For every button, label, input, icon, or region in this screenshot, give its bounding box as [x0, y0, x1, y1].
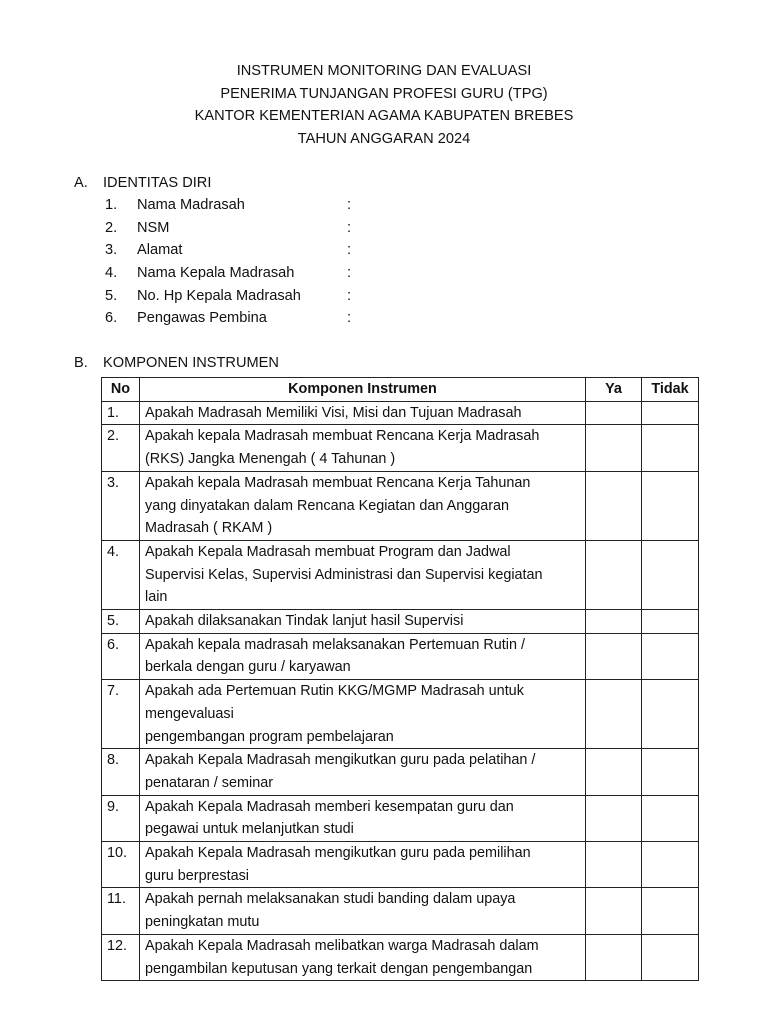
row-number: 6. — [102, 633, 140, 679]
table-row — [102, 749, 699, 795]
row-komponen: Apakah Kepala Madrasah memberi kesempatan guru dan pegawai untuk melanjutkan studi — [140, 795, 586, 841]
ya-cell[interactable] — [586, 680, 642, 749]
identity-colon: : — [347, 197, 352, 213]
header-ya: Ya — [586, 378, 642, 402]
tidak-cell[interactable] — [642, 540, 699, 609]
table-row — [102, 540, 699, 609]
identity-colon: : — [347, 242, 352, 259]
row-komponen: Apakah dilaksanakan Tindak lanjut hasil Supervisi — [140, 610, 586, 634]
identity-number: 2. — [105, 219, 118, 236]
row-number: 7. — [102, 680, 140, 749]
tidak-cell[interactable] — [642, 401, 699, 425]
tidak-cell[interactable] — [642, 888, 699, 934]
row-number: 12. — [102, 934, 140, 980]
identity-label: Pengawas Pembina — [137, 310, 267, 327]
identity-number: 4. — [105, 265, 118, 282]
table-row — [102, 633, 699, 679]
table-row — [102, 471, 699, 540]
identity-label: No. Hp Kepala Madrasah — [137, 287, 301, 304]
section-b-title: KOMPONEN INSTRUMEN — [103, 355, 279, 371]
table-row — [102, 888, 699, 934]
instrument-table — [101, 377, 699, 981]
row-number: 9. — [102, 795, 140, 841]
title-line-2: PENERIMA TUNJANGAN PROFESI GURU (TPG) — [220, 85, 548, 102]
title-line-3: KANTOR KEMENTERIAN AGAMA KABUPATEN BREBES — [194, 108, 574, 125]
row-komponen: Apakah kepala madrasah melaksanakan Pertemuan Rutin / berkala dengan guru / karyawan — [140, 633, 586, 679]
tidak-cell[interactable] — [642, 842, 699, 888]
tidak-cell[interactable] — [642, 934, 699, 980]
row-number: 4. — [102, 540, 140, 609]
ya-cell[interactable] — [586, 888, 642, 934]
table-row — [102, 680, 699, 749]
identity-label: NSM — [137, 219, 170, 236]
row-komponen: Apakah Kepala Madrasah mengikutkan guru pada pelatihan / penataran / seminar — [140, 749, 586, 795]
row-number: 5. — [102, 610, 140, 634]
header-no: No — [102, 378, 140, 402]
identity-number: 5. — [105, 287, 118, 304]
section-a-letter: A. — [74, 175, 88, 191]
section-a-heading — [74, 172, 211, 194]
tidak-cell[interactable] — [642, 633, 699, 679]
ya-cell[interactable] — [586, 633, 642, 679]
row-komponen: Apakah kepala Madrasah membuat Rencana Kerja Tahunan yang dinyatakan dalam Rencana Kegiatan dan Anggaran Madrasah ( RKAM ) — [140, 471, 586, 540]
row-komponen: Apakah Madrasah Memiliki Visi, Misi dan Tujuan Madrasah — [140, 401, 586, 425]
ya-cell[interactable] — [586, 934, 642, 980]
identity-label: Nama Kepala Madrasah — [137, 265, 295, 282]
row-number: 2. — [102, 425, 140, 471]
ya-cell[interactable] — [586, 610, 642, 634]
ya-cell[interactable] — [586, 425, 642, 471]
ya-cell[interactable] — [586, 795, 642, 841]
tidak-cell[interactable] — [642, 749, 699, 795]
row-number: 1. — [102, 401, 140, 425]
identity-colon: : — [347, 219, 352, 236]
tidak-cell[interactable] — [642, 471, 699, 540]
row-number: 3. — [102, 471, 140, 540]
ya-cell[interactable] — [586, 401, 642, 425]
table-row — [102, 795, 699, 841]
identity-number: 1. — [105, 197, 118, 213]
identity-label: Nama Madrasah — [137, 197, 245, 213]
header-tidak: Tidak — [642, 378, 699, 402]
table-header-row — [102, 378, 699, 402]
ya-cell[interactable] — [586, 540, 642, 609]
ya-cell[interactable] — [586, 749, 642, 795]
title-line-1: INSTRUMEN MONITORING DAN EVALUASI — [236, 63, 532, 79]
table-row — [102, 401, 699, 425]
row-komponen: Apakah Kepala Madrasah membuat Program dan Jadwal Supervisi Kelas, Supervisi Administrasi dan Supervisi kegiatan lain — [140, 540, 586, 609]
identity-number: 6. — [105, 310, 118, 327]
ya-cell[interactable] — [586, 471, 642, 540]
identity-label: Alamat — [137, 242, 183, 259]
row-komponen: Apakah Kepala Madrasah melibatkan warga Madrasah dalam pengambilan keputusan yang terkait dengan pengembangan — [140, 934, 586, 980]
identity-colon: : — [347, 265, 352, 282]
title-line-4: TAHUN ANGGARAN 2024 — [297, 130, 471, 147]
tidak-cell[interactable] — [642, 795, 699, 841]
header-komponen: Komponen Instrumen — [140, 378, 586, 402]
document-title — [0, 60, 768, 150]
tidak-cell[interactable] — [642, 680, 699, 749]
tidak-cell[interactable] — [642, 610, 699, 634]
identity-number: 3. — [105, 242, 118, 259]
row-number: 10. — [102, 842, 140, 888]
table-row — [102, 610, 699, 634]
row-komponen: Apakah pernah melaksanakan studi banding dalam upaya peningkatan mutu — [140, 888, 586, 934]
section-b-heading — [74, 352, 279, 374]
tidak-cell[interactable] — [642, 425, 699, 471]
table-row — [102, 425, 699, 471]
section-a-title: IDENTITAS DIRI — [103, 175, 212, 191]
row-number: 8. — [102, 749, 140, 795]
row-komponen: Apakah kepala Madrasah membuat Rencana Kerja Madrasah (RKS) Jangka Menengah ( 4 Tahunan ) — [140, 425, 586, 471]
table-row — [102, 842, 699, 888]
row-komponen: Apakah Kepala Madrasah mengikutkan guru pada pemilihan guru berprestasi — [140, 842, 586, 888]
table-row — [102, 934, 699, 980]
ya-cell[interactable] — [586, 842, 642, 888]
section-b-letter: B. — [74, 355, 88, 371]
row-komponen: Apakah ada Pertemuan Rutin KKG/MGMP Madrasah untuk mengevaluasi pengembangan program pembelajaran — [140, 680, 586, 749]
identity-colon: : — [347, 287, 352, 304]
identity-colon: : — [347, 310, 352, 327]
row-number: 11. — [102, 888, 140, 934]
